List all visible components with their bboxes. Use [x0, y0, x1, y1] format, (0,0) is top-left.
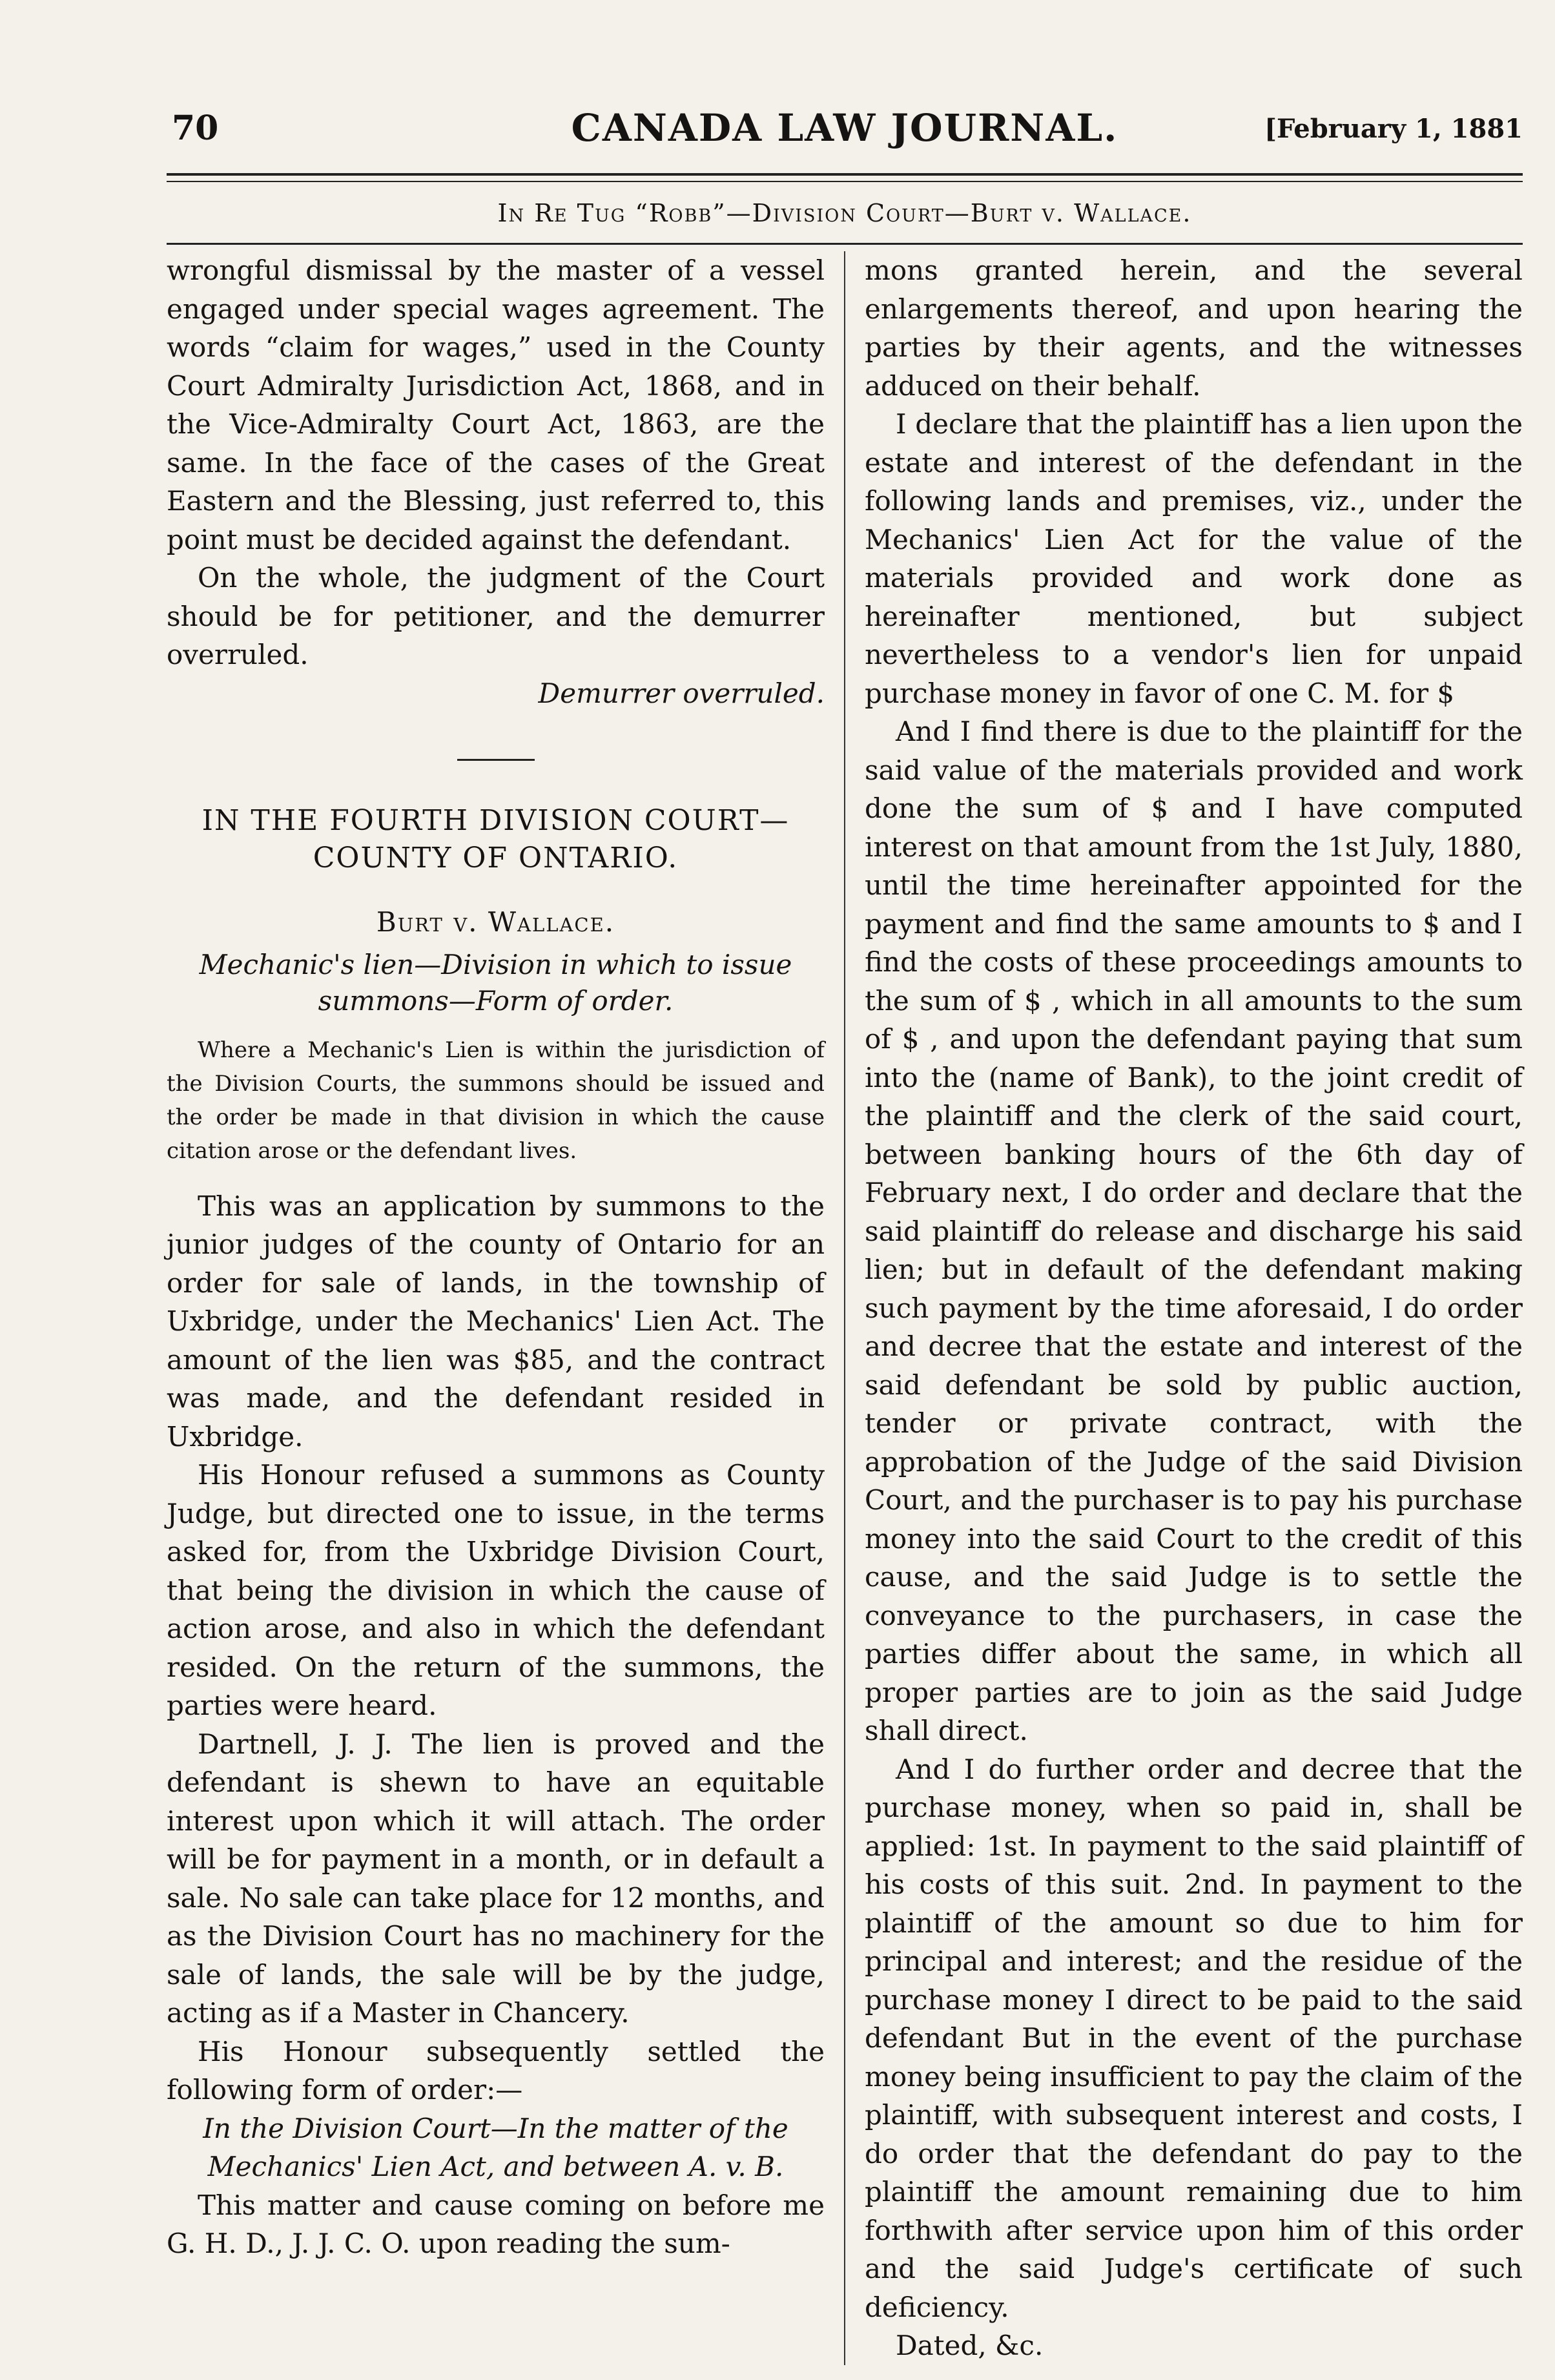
paragraph: I declare that the plaintiff has a lien upon the estate and interest of the defendant in the following lands and premises, viz., under the Mechanics' Lien Act for the value of the materials provided and work done as hereinafter mentioned, but subject nevertheless to a vendor's lien for unpaid purchase money in favor of one C. M. for $: [865, 408, 1523, 709]
case-title: Burt v. Wallace.: [376, 906, 615, 938]
section-divider: [457, 759, 535, 761]
paragraph: And I find there is due to the plaintiff for the said value of the materials provided and work done the sum of $ and I have computed interest on that amount from the 1st July, 1880, until the time hereinafter appointed for the payment and find the same amounts to $ and I find the costs of these proceedings amounts to the sum of $ , which in all amounts to the sum of $ , and upon the defendant paying that sum into the (name of Bank), to the joint credit of the plaintiff and the clerk of the said court, between banking hours of the 6th day of February next, I do order and declare that the said plaintiff do release and discharge his said lien; but in default of the defendant making such payment by the time aforesaid, I do order and decree that the estate and interest of the said defendant be sold by public auction, tender or private contract, with the approbation of the Judge of the said Division Court, and the purchaser is to pay his purchase money into the said Court to the credit of this cause, and the said Judge is to settle the conveyance to the purchasers, in case the parties differ about the same, in which all proper parties are to join as the said Judge shall direct.: [865, 716, 1523, 1746]
issue-date: [February 1, 1881: [1264, 114, 1523, 144]
paragraph: Dated, &c.: [896, 2330, 1044, 2361]
court-heading: IN THE FOURTH DIVISION COURT— COUNTY OF ONTARIO.: [201, 804, 790, 874]
paragraph: His Honour refused a summons as County Judge, but directed one to issue, in the terms asked for, from the Uxbridge Division Court, that being the division in which the cause of action arose, and also in which the defendant resided. On the return of the summons, the parties were heard.: [167, 1459, 825, 1721]
paragraph: On the whole, the judgment of the Court should be for petitioner, and the demurrer overruled.: [167, 562, 825, 670]
ruling-line: Demurrer overruled.: [538, 677, 825, 709]
journal-title: CANADA LAW JOURNAL.: [571, 106, 1118, 150]
paragraph: Dartnell, J. J. The lien is proved and the defendant is shewn to have an equitable interest upon which it will attach. The order will be for payment in a month, or in default a sale. No sale can take place for 12 months, and as the Division Court has no machinery for the sale of lands, the sale will be by the judge, acting as if a Master in Chancery.: [167, 1728, 825, 2029]
paragraph: And I do further order and decree that the purchase money, when so paid in, shall be applied: 1st. In payment to the said plaintiff of his costs of this suit. 2nd. In payment to the plaintiff of the amount so due to him for principal and interest; and the residue of the purchase money I direct to be paid to the said defendant But in the event of the purchase money being insufficient to pay the claim of the plaintiff, with subsequent interest and costs, I do order that the defendant do pay to the plaintiff the amount remaining due to him forthwith after service upon him of this order and the said Judge's certificate of such deficiency.: [865, 1753, 1523, 2323]
page-header: [167, 97, 1523, 168]
paragraph: His Honour subsequently settled the following form of order:—: [167, 2035, 825, 2106]
running-subheader: In Re Tug “Robb”—Division Court—Burt v. Wallace.: [497, 199, 1192, 227]
paragraph: This was an application by summons to the junior judges of the county of Ontario for an order for sale of lands, in the township of Uxbridge, under the Mechanics' Lien Act. The amount of the lien was $85, and the contract was made, and the defendant resided in Uxbridge.: [167, 1190, 825, 1453]
headnote-title: Mechanic's lien—Division in which to issue summons—Form of order.: [199, 948, 792, 1017]
paragraph: mons granted herein, and the several enlargements thereof, and upon hearing the parties by their agents, and the witnesses adduced on their behalf.: [865, 254, 1523, 402]
header-double-rule: [167, 173, 1523, 182]
two-column-body: [167, 251, 1523, 2365]
paragraph: This matter and cause coming on before me G. H. D., J. J. C. O. upon reading the sum-: [167, 2189, 825, 2259]
paragraph: wrongful dismissal by the master of a vessel engaged under special wages agreement. The words “claim for wages,” used in the County Court Admiralty Jurisdiction Act, 1868, and in the Vice-Admiralty Court Act, 1863, are the same. In the face of the cases of the Great Eastern and the Blessing, just referred to, this point must be decided against the defendant.: [167, 254, 825, 555]
headnote: Where a Mechanic's Lien is within the jurisdiction of the Division Courts, the summons should be issued and the order be made in that division in which the cause citation arose or the defendant lives.: [167, 1037, 825, 1164]
page-number: 70: [172, 109, 219, 148]
order-form-title: In the Division Court—In the matter of the Mechanics' Lien Act, and between A. v. B.: [203, 2112, 788, 2182]
subheader-rule: [167, 243, 1523, 245]
left-column: [167, 251, 845, 2365]
journal-page: [167, 97, 1523, 2361]
right-column: [845, 251, 1523, 2365]
